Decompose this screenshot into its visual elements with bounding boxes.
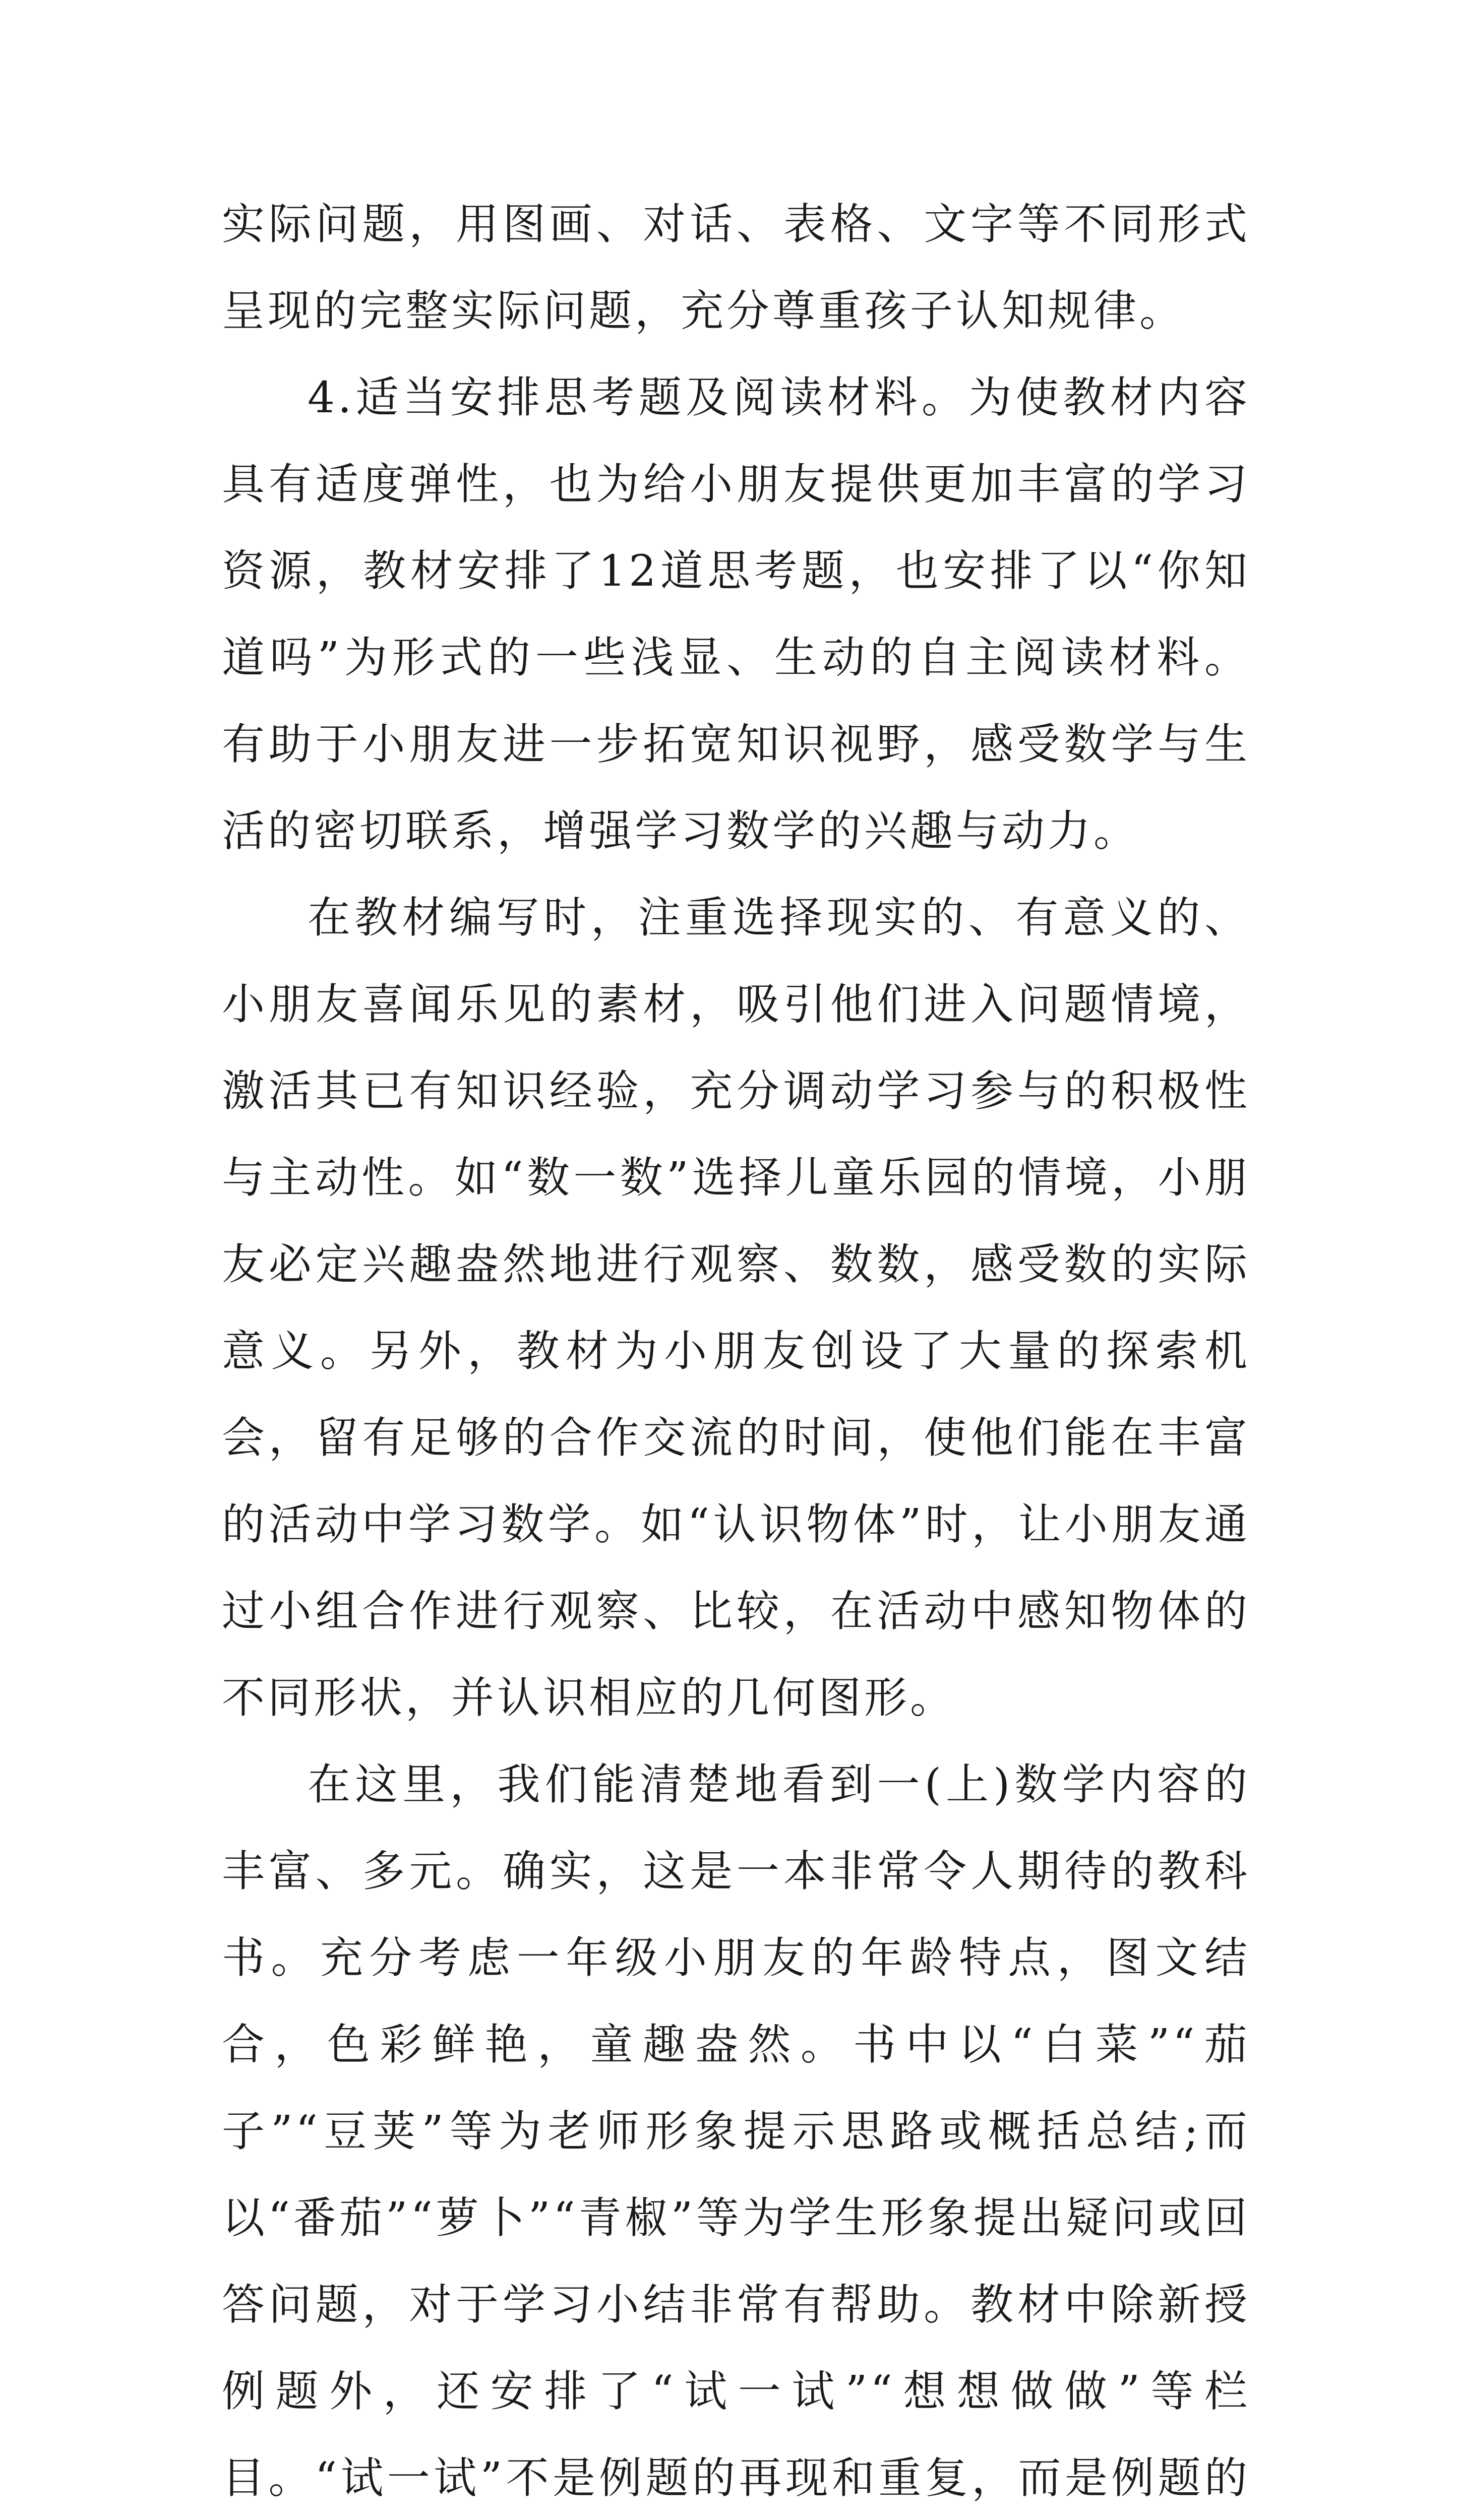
paragraph-4: 在这里，我们能清楚地看到一(上)数学内容的丰富、多元。确实，这是一本非常令人期待的教科书。充分考虑一年级小朋友的年龄特点，图文结合，色彩鲜艳，童趣盎然。书中以“白菜”“茄子”“豆荚”等为老师形象提示思路或概括总结;而以“番茄”“萝卜”“青椒”等为学生形象提出疑问或回答问题，对于学习小结非常有帮助。教材中除新授例题外，还安排了“试一试”“想想做做”等栏目。“试一试”不是例题的再现和重复，而是例题的	[222, 1760, 1250, 2503]
paragraph-2: 4.适当安排思考题及阅读材料。为使教材内容具有适度弹性，也为给小朋友提供更加丰富的学习资源，教材安排了12道思考题，也安排了以“你知道吗”为形式的一些浅显、生动的自主阅读材料。有助于小朋友进一步拓宽知识视野，感受数学与生活的密切联系，增强学习数学的兴趣与动力。	[222, 373, 1250, 856]
body-text	[222, 181, 1250, 2520]
paragraph-1: 实际问题，用图画、对话、表格、文字等不同形式呈现的完整实际问题，充分尊重孩子认知规律。	[222, 200, 1250, 336]
paragraph-3: 在教材编写时，注重选择现实的、有意义的、小朋友喜闻乐见的素材，吸引他们进入问题情境，激活其已有知识经验，充分调动学习参与的积极性与主动性。如“数一数”选择儿童乐园的情境，小朋友必定兴趣盎然地进行观察、数数，感受数的实际意义。另外，教材为小朋友创设了大量的探索机会，留有足够的合作交流的时间，使他们能在丰富的活动中学习数学。如“认识物体”时，让小朋友通过小组合作进行观察、比较，在活动中感知物体的不同形状，并认识相应的几何图形。	[222, 893, 1250, 1723]
